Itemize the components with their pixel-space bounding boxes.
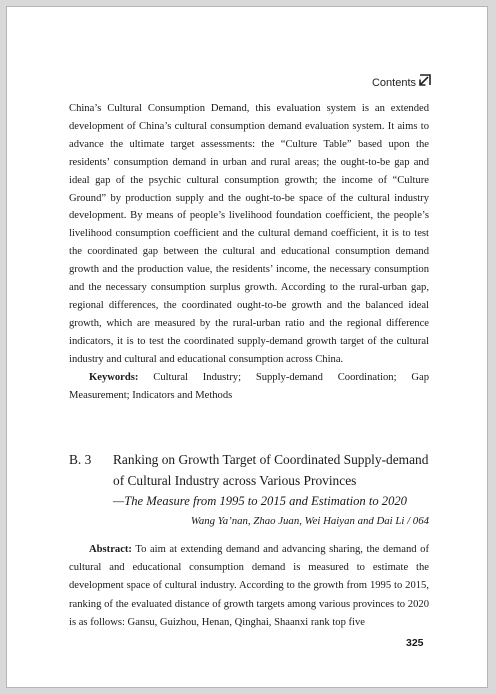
keywords-paragraph bbox=[69, 369, 429, 405]
body-paragraph: China’s Cultural Consumption Demand, this evaluation system is an extended development of China’s cultural consumption demand evaluation system. It aims to advance the ultimate target assessments: the “Culture Table” based upon the residents’ consumption demand in urban and rural areas; the ought-to-be gap and ideal gap of the psychic cultural consumption growth; the income of “Culture Ground” by production supply and the ought-to-be space of the cultural industry development. By means of people’s livelihood foundation coefficient, the people’s livelihood consumption coefficient and the cultural demand coefficient, it is to test the coordinated gap between the cultural and educational consumption demand growth and the production value, the residents’ income, the necessary consumption and the necessary consumption surplus growth. According to the rural-urban gap, regional differences, the coordinated ought-to-be growth and the balanced ideal growth, which are measured by the rural-urban ratio and the regional difference indicators, it is to test the coordinated supply-demand growth target of the cultural industry and cultural and educational consumption across China. bbox=[69, 103, 429, 365]
keywords-label: Keywords: bbox=[89, 371, 139, 383]
abstract bbox=[69, 541, 429, 632]
section-page-ref[interactable]: / 064 bbox=[407, 515, 429, 527]
document-page bbox=[6, 6, 488, 688]
section-subtitle: —The Measure from 1995 to 2015 and Estimation to 2020 bbox=[113, 494, 407, 508]
section-heading bbox=[69, 449, 429, 530]
section-title[interactable]: Ranking on Growth Target of Coordinated Supply-demand of Cultural Industry across Various Provinces bbox=[113, 452, 429, 488]
contents-link[interactable]: Contents bbox=[371, 77, 416, 89]
section-title-row bbox=[69, 449, 429, 491]
abstract-paragraph bbox=[69, 541, 429, 632]
abstract-text: To aim at extending demand and advancing sharing, the demand of cultural and educational consumption demand is measured to estimate the development space of cultural industry. According to the growth from 1995 to 2015, ranking of the evaluated distance of growth targets among various provinces to 2020 is as follows: Gansu, Guizhou, Henan, Qinghai, Shaanxi rank top five bbox=[69, 544, 429, 628]
keywords-text: Cultural Industry; Supply-demand Coordination; Gap Measurement; Indicators and Methods bbox=[69, 371, 430, 401]
section-number: B. 3 bbox=[69, 452, 92, 467]
page-number: 325 bbox=[406, 637, 424, 649]
contents-return-arrow-icon[interactable] bbox=[417, 72, 433, 88]
body-text bbox=[69, 100, 429, 404]
page-header bbox=[7, 7, 489, 97]
abstract-label: Abstract: bbox=[89, 544, 132, 555]
section-authors: Wang Ya’nan, Zhao Juan, Wei Haiyan and Dai Li bbox=[190, 515, 405, 527]
section-authors-line bbox=[69, 512, 429, 530]
